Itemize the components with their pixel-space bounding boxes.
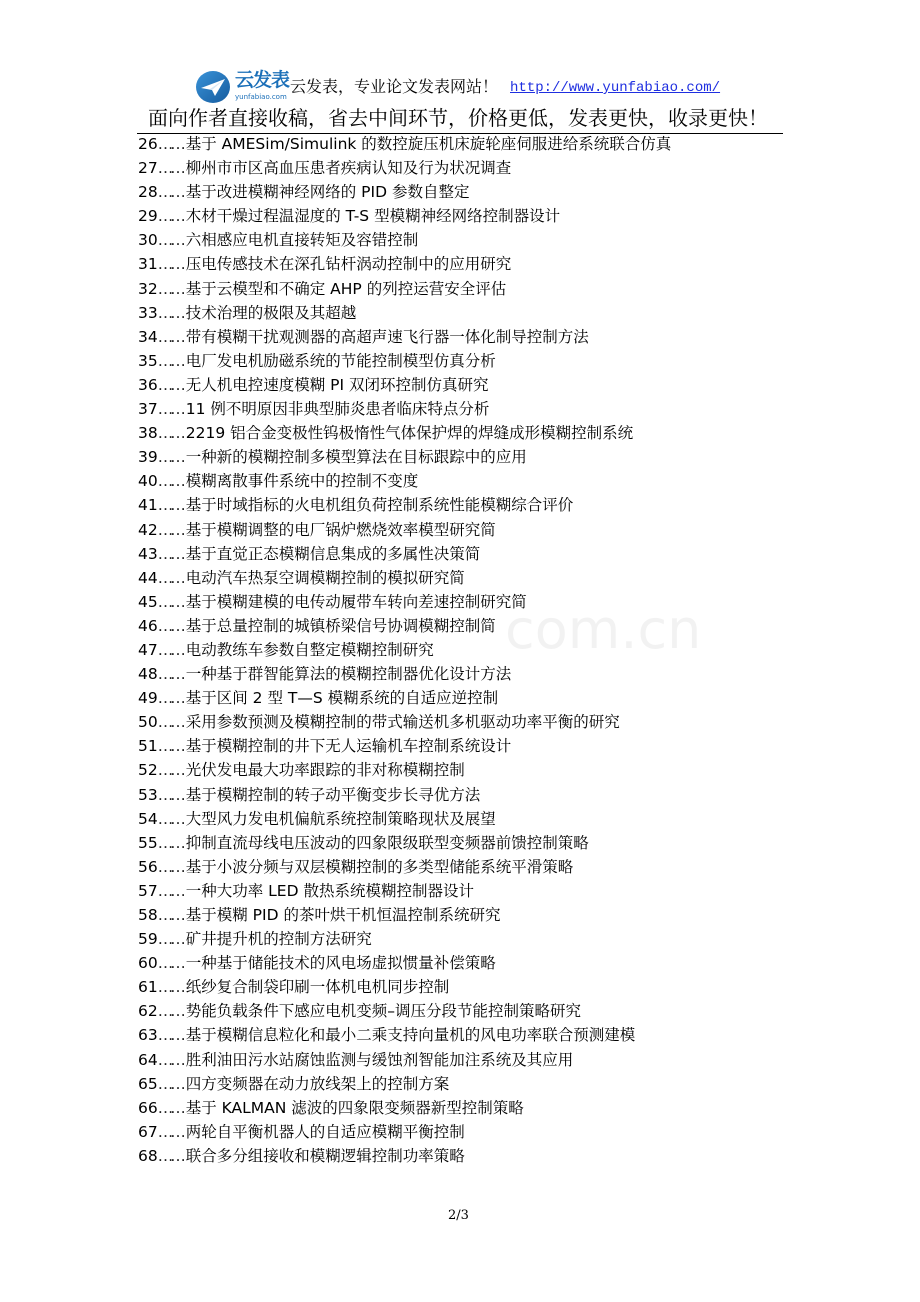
item-title: 技术治理的极限及其超越 [185, 303, 357, 322]
item-number: 40 [138, 472, 158, 491]
item-separator: …… [157, 1146, 183, 1165]
list-item [138, 638, 838, 662]
item-title: 基于总量控制的城镇桥梁信号协调模糊控制简 [185, 616, 496, 635]
item-title: 大型风力发电机偏航系统控制策略现状及展望 [185, 809, 496, 828]
item-separator: …… [157, 1098, 183, 1117]
list-item [138, 156, 838, 180]
item-number: 58 [138, 906, 158, 924]
item-separator: …… [157, 857, 183, 876]
item-title: 基于小波分频与双层模糊控制的多类型储能系统平滑策略 [185, 857, 574, 876]
item-title: 木材干燥过程温湿度的 T-S 型模糊神经网络控制器设计 [185, 207, 561, 226]
list-item [138, 204, 838, 228]
item-number: 64 [138, 1050, 158, 1069]
item-separator: …… [157, 1002, 183, 1021]
item-number: 60 [138, 954, 158, 973]
list-item [138, 710, 838, 734]
item-separator: …… [157, 544, 183, 563]
list-item [138, 349, 838, 373]
item-separator: …… [157, 1074, 183, 1093]
list-item [138, 228, 838, 252]
item-number: 46 [138, 616, 158, 635]
item-number: 66 [138, 1098, 158, 1117]
item-number: 57 [138, 881, 158, 900]
item-title: 基于模糊建模的电传动履带车转向差速控制研究简 [185, 592, 527, 611]
title-list [138, 132, 838, 1168]
list-item [138, 927, 838, 951]
item-separator: …… [157, 375, 183, 394]
list-item [138, 614, 838, 638]
list-item [138, 1072, 838, 1096]
item-number: 51 [138, 737, 158, 756]
watermark: com.cn [505, 598, 702, 661]
item-number: 55 [138, 833, 158, 852]
logo-brand-text: 云发表 [235, 69, 290, 91]
item-number: 42 [138, 520, 158, 539]
item-title: 模糊离散事件系统中的控制不变度 [185, 472, 419, 491]
item-number: 61 [138, 978, 158, 997]
list-item [138, 879, 838, 903]
list-item [138, 734, 838, 758]
page-number: 2/3 [448, 1208, 469, 1223]
item-separator: …… [157, 640, 183, 659]
item-title: 基于 AMESim/Simulink 的数控旋压机床旋轮座伺服进给系统联合仿真 [185, 135, 672, 153]
item-title: 基于时域指标的火电机组负荷控制系统性能模糊综合评价 [185, 496, 574, 515]
item-separator: …… [157, 231, 183, 250]
item-separator: …… [157, 255, 183, 274]
item-number: 28 [138, 183, 158, 202]
item-separator: …… [157, 1122, 183, 1141]
item-number: 54 [138, 809, 158, 828]
item-number: 45 [138, 592, 158, 611]
item-number: 39 [138, 448, 158, 467]
item-separator: …… [157, 279, 183, 298]
list-item [138, 1023, 838, 1047]
item-separator: …… [157, 713, 183, 732]
list-item [138, 252, 838, 276]
list-item [138, 662, 838, 686]
list-item [138, 1144, 838, 1168]
list-item [138, 566, 838, 590]
item-number: 67 [138, 1122, 158, 1141]
list-item [138, 325, 838, 349]
item-number: 27 [138, 159, 158, 178]
item-title: 柳州市市区高血压患者疾病认知及行为状况调查 [185, 159, 512, 178]
item-title: 基于模糊控制的转子动平衡变步长寻优方法 [185, 785, 481, 804]
list-item [138, 831, 838, 855]
item-title: 基于模糊 PID 的茶叶烘干机恒温控制系统研究 [185, 906, 501, 924]
item-title: 压电传感技术在深孔钻杆涡动控制中的应用研究 [185, 255, 512, 274]
item-number: 41 [138, 496, 158, 515]
item-separator: …… [157, 472, 183, 491]
list-item [138, 373, 838, 397]
item-title: 一种基于储能技术的风电场虚拟惯量补偿策略 [185, 954, 496, 973]
item-number: 59 [138, 930, 158, 949]
list-item [138, 903, 838, 927]
item-separator: …… [157, 400, 183, 419]
item-title: 无人机电控速度模糊 PI 双闭环控制仿真研究 [185, 375, 489, 394]
list-item [138, 807, 838, 831]
item-separator: …… [157, 303, 183, 322]
item-title: 基于云模型和不确定 AHP 的列控运营安全评估 [185, 279, 507, 298]
item-title: 11 例不明原因非典型肺炎患者临床特点分析 [185, 400, 490, 419]
list-item [138, 132, 838, 156]
item-title: 电动教练车参数自整定模糊控制研究 [185, 640, 434, 659]
item-separator: …… [157, 592, 183, 611]
item-number: 29 [138, 207, 158, 226]
item-separator: …… [157, 351, 183, 370]
list-item [138, 951, 838, 975]
item-number: 34 [138, 327, 158, 346]
list-item [138, 180, 838, 204]
item-separator: …… [157, 159, 183, 178]
item-title: 基于区间 2 型 T—S 模糊系统的自适应逆控制 [185, 689, 499, 708]
item-title: 基于模糊控制的井下无人运输机车控制系统设计 [185, 737, 512, 756]
item-title: 基于模糊调整的电厂锅炉燃烧效率模型研究简 [185, 520, 496, 539]
item-separator: …… [157, 881, 183, 900]
item-number: 30 [138, 231, 158, 250]
item-separator: …… [157, 448, 183, 467]
list-item [138, 590, 838, 614]
item-title: 基于改进模糊神经网络的 PID 参数自整定 [185, 183, 470, 202]
item-number: 35 [138, 351, 158, 370]
item-separator: …… [157, 1026, 183, 1045]
item-number: 62 [138, 1002, 158, 1021]
item-number: 26 [138, 135, 158, 153]
item-separator: …… [157, 978, 183, 997]
list-item [138, 783, 838, 807]
item-title: 两轮自平衡机器人的自适应模糊平衡控制 [185, 1122, 465, 1141]
item-separator: …… [157, 737, 183, 756]
item-separator: …… [157, 906, 183, 924]
list-item [138, 1048, 838, 1072]
item-title: 势能负载条件下感应电机变频–调压分段节能控制策略研究 [185, 1002, 581, 1021]
item-number: 33 [138, 303, 158, 322]
item-separator: …… [157, 665, 183, 684]
item-separator: …… [157, 689, 183, 708]
item-title: 纸纱复合制袋印刷一体机电机同步控制 [185, 978, 450, 997]
item-title: 采用参数预测及模糊控制的带式输送机多机驱动功率平衡的研究 [185, 713, 620, 732]
item-number: 47 [138, 640, 158, 659]
list-item [138, 518, 838, 542]
item-number: 49 [138, 689, 158, 708]
item-separator: …… [157, 954, 183, 973]
list-item [138, 975, 838, 999]
item-title: 联合多分组接收和模糊逻辑控制功率策略 [185, 1146, 465, 1165]
item-title: 矿井提升机的控制方法研究 [185, 930, 372, 949]
item-separator: …… [157, 833, 183, 852]
list-item [138, 493, 838, 517]
item-title: 一种大功率 LED 散热系统模糊控制器设计 [185, 881, 474, 900]
item-number: 52 [138, 761, 158, 780]
item-number: 38 [138, 424, 158, 443]
list-item [138, 542, 838, 566]
item-separator: …… [157, 785, 183, 804]
list-item [138, 469, 838, 493]
item-number: 63 [138, 1026, 158, 1045]
item-separator: …… [157, 761, 183, 780]
item-separator: …… [157, 520, 183, 539]
item-number: 44 [138, 568, 158, 587]
item-separator: …… [157, 207, 183, 226]
site-logo [195, 68, 290, 106]
header-slogan: 面向作者直接收稿，省去中间环节，价格更低，发表更快，收录更快！ [148, 106, 768, 130]
list-item [138, 397, 838, 421]
list-item [138, 277, 838, 301]
item-title: 胜利油田污水站腐蚀监测与缓蚀剂智能加注系统及其应用 [185, 1050, 574, 1069]
item-title: 电动汽车热泵空调模糊控制的模拟研究简 [185, 568, 465, 587]
item-separator: …… [157, 568, 183, 587]
item-separator: …… [157, 183, 183, 202]
item-title: 光伏发电最大功率跟踪的非对称模糊控制 [185, 761, 465, 780]
list-item [138, 1120, 838, 1144]
item-number: 43 [138, 544, 158, 563]
item-number: 50 [138, 713, 158, 732]
site-tagline: 云发表，专业论文发表网站！ [290, 77, 499, 96]
item-title: 带有模糊干扰观测器的高超声速飞行器一体化制导控制方法 [185, 327, 589, 346]
item-title: 一种新的模糊控制多模型算法在目标跟踪中的应用 [185, 448, 527, 467]
list-item [138, 421, 838, 445]
paper-plane-logo-icon [195, 70, 231, 104]
item-title: 一种基于群智能算法的模糊控制器优化设计方法 [185, 665, 512, 684]
logo-sub-text: yunfabiao.com [235, 93, 287, 101]
item-title: 基于直觉正态模糊信息集成的多属性决策简 [185, 544, 481, 563]
item-separator: …… [157, 135, 183, 153]
item-number: 31 [138, 255, 158, 274]
list-item [138, 301, 838, 325]
item-number: 36 [138, 375, 158, 394]
list-item [138, 758, 838, 782]
item-title: 基于 KALMAN 滤波的四象限变频器新型控制策略 [185, 1098, 524, 1117]
site-link[interactable]: http://www.yunfabiao.com/ [510, 80, 721, 96]
item-number: 68 [138, 1146, 158, 1165]
item-title: 四方变频器在动力放线架上的控制方案 [185, 1074, 450, 1093]
item-number: 65 [138, 1074, 158, 1093]
item-separator: …… [157, 1050, 183, 1069]
item-title: 抑制直流母线电压波动的四象限级联型变频器前馈控制策略 [185, 833, 589, 852]
list-item [138, 445, 838, 469]
item-title: 2219 铝合金变极性钨极惰性气体保护焊的焊缝成形模糊控制系统 [185, 424, 634, 443]
item-title: 六相感应电机直接转矩及容错控制 [185, 231, 419, 250]
item-separator: …… [157, 496, 183, 515]
item-number: 56 [138, 857, 158, 876]
item-number: 32 [138, 279, 158, 298]
item-title: 电厂发电机励磁系统的节能控制模型仿真分析 [185, 351, 496, 370]
item-separator: …… [157, 327, 183, 346]
item-title: 基于模糊信息粒化和最小二乘支持向量机的风电功率联合预测建模 [185, 1026, 636, 1045]
list-item [138, 855, 838, 879]
item-separator: …… [157, 616, 183, 635]
list-item [138, 686, 838, 710]
item-number: 37 [138, 400, 158, 419]
list-item [138, 999, 838, 1023]
item-separator: …… [157, 809, 183, 828]
item-separator: …… [157, 930, 183, 949]
item-number: 48 [138, 665, 158, 684]
list-item [138, 1096, 838, 1120]
item-separator: …… [157, 424, 183, 443]
item-number: 53 [138, 785, 158, 804]
